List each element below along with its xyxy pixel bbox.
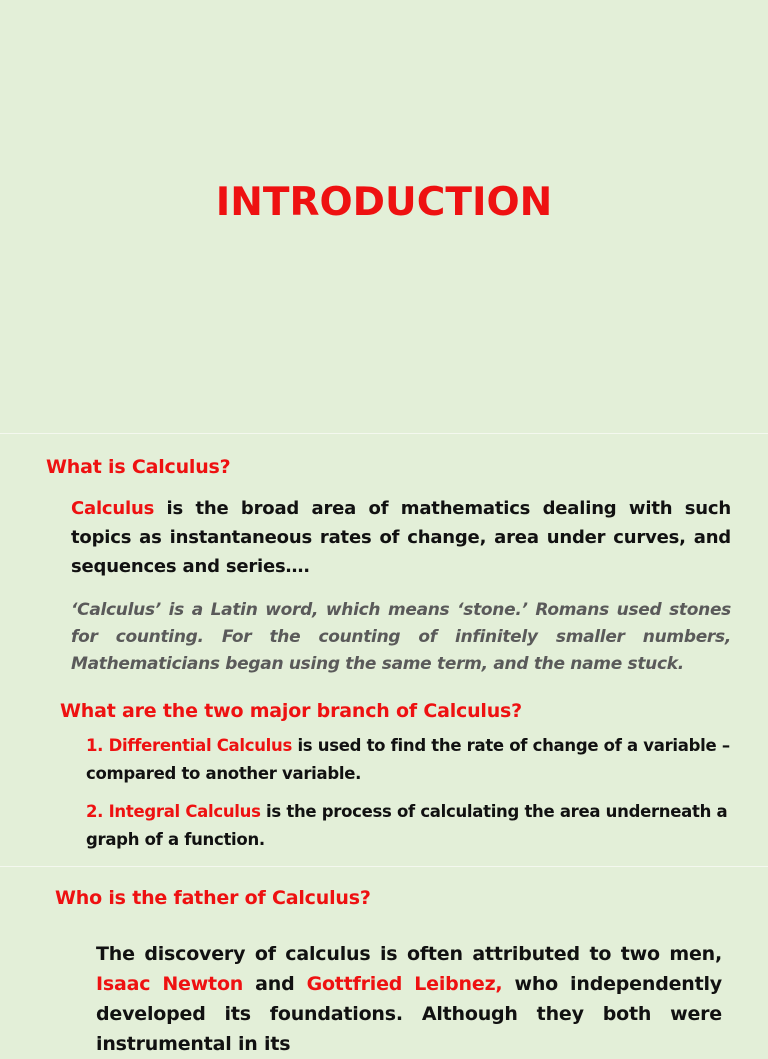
branch-text: is the process of calculating the area underneath a graph of a function. (86, 802, 728, 849)
branch-label: 2. Integral Calculus (86, 802, 261, 821)
slide-introduction (0, 0, 768, 432)
definition-text: is the broad area of mathematics dealing with such topics as instantaneous rates of change, area under curves, and sequences and series…. (71, 498, 731, 577)
branch-label: 1. Differential Calculus (86, 736, 292, 755)
slide-what-is-calculus (0, 433, 768, 866)
slide-title: INTRODUCTION (215, 180, 553, 225)
discovery-text-1: The discovery of calculus is often attributed to two men, (96, 943, 722, 965)
calculus-definition (71, 494, 731, 581)
heading-father-of-calculus: Who is the father of Calculus? (55, 887, 371, 909)
heading-what-is-calculus: What is Calculus? (46, 456, 231, 478)
heading-two-branches: What are the two major branch of Calculus? (60, 700, 522, 722)
slide-father-of-calculus (0, 866, 768, 1055)
name-leibnez: Gottfried Leibnez, (306, 973, 503, 995)
latin-origin-quote: ‘Calculus’ is a Latin word, which means ‘stone.’ Romans used stones for counting. For the counting of infinitely smaller numbers, Mathematicians began using the same term, and the name stuck. (71, 600, 731, 674)
definition-term: Calculus (71, 498, 155, 519)
discovery-text-3: who independently developed its foundations. Although they both were instrumental in its (96, 973, 722, 1055)
name-newton: Isaac Newton (96, 973, 244, 995)
branch-item-integral (86, 798, 746, 854)
branch-text: is used to find the rate of change of a variable – compared to another variable. (86, 736, 730, 783)
branch-item-differential (86, 732, 746, 788)
discovery-text-2: and (243, 973, 307, 995)
discovery-paragraph (96, 939, 722, 1059)
